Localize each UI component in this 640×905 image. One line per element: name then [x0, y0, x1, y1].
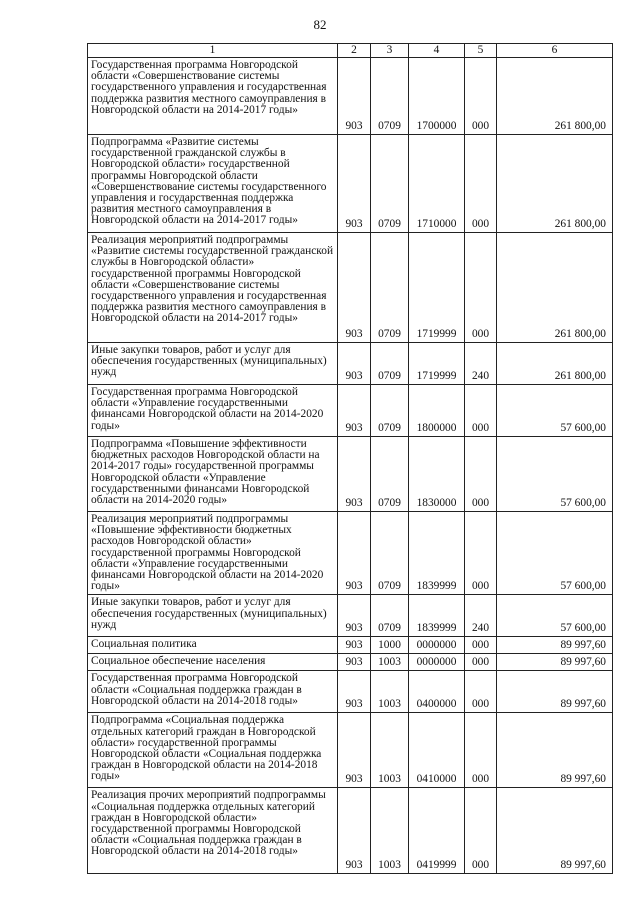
row-type-cell: 240 [465, 343, 497, 385]
row-code-cell: 903 [338, 135, 371, 233]
table-row [88, 637, 613, 654]
col-header-1: 1 [88, 44, 338, 58]
row-target-cell: 0000000 [409, 654, 465, 671]
row-target-cell: 1710000 [409, 135, 465, 233]
table-row [88, 671, 613, 713]
row-type-cell: 000 [465, 512, 497, 595]
row-type-cell: 000 [465, 233, 497, 343]
row-code-cell: 903 [338, 512, 371, 595]
row-name-cell: Государственная программа Новгородской области «Социальная поддержка граждан в Новгородской области на 2014-2018 годы» [88, 671, 338, 713]
budget-table [87, 43, 613, 874]
row-amount-cell: 261 800,00 [497, 343, 613, 385]
row-code-cell: 903 [338, 437, 371, 512]
row-code-cell: 903 [338, 654, 371, 671]
row-section-cell: 0709 [371, 233, 409, 343]
row-amount-cell: 261 800,00 [497, 135, 613, 233]
row-amount-cell: 57 600,00 [497, 512, 613, 595]
row-code-cell: 903 [338, 713, 371, 788]
col-header-3: 3 [371, 44, 409, 58]
row-amount-cell: 57 600,00 [497, 385, 613, 437]
row-code-cell: 903 [338, 343, 371, 385]
row-code-cell: 903 [338, 385, 371, 437]
table-row [88, 437, 613, 512]
row-type-cell: 000 [465, 437, 497, 512]
row-section-cell: 0709 [371, 385, 409, 437]
row-name-cell: Иные закупки товаров, работ и услуг для обеспечения государственных (муниципальных) нужд [88, 343, 338, 385]
row-target-cell: 1700000 [409, 58, 465, 135]
row-target-cell: 1719999 [409, 343, 465, 385]
row-type-cell: 000 [465, 385, 497, 437]
header-row [88, 44, 613, 58]
row-name-cell: Государственная программа Новгородской области «Управление государственными финансами Новгородской области на 2014-2020 годы» [88, 385, 338, 437]
row-name-cell: Реализация мероприятий подпрограммы «Развитие системы государственной гражданской службы в Новгородской области» государственной программы Новгородской области «Совершенствование системы государственного управления и государственная поддержка развития местного самоуправления в Новгородской области на 2014-2017 годы» [88, 233, 338, 343]
row-target-cell: 1719999 [409, 233, 465, 343]
row-amount-cell: 57 600,00 [497, 437, 613, 512]
row-type-cell: 000 [465, 654, 497, 671]
row-code-cell: 903 [338, 671, 371, 713]
row-section-cell: 1000 [371, 637, 409, 654]
row-section-cell: 0709 [371, 437, 409, 512]
row-target-cell: 0419999 [409, 788, 465, 874]
row-amount-cell: 261 800,00 [497, 233, 613, 343]
row-code-cell: 903 [338, 595, 371, 637]
row-name-cell: Государственная программа Новгородской области «Совершенствование системы государственного управления и государственная поддержка развития местного самоуправления в Новгородской области на 2014-2017 годы» [88, 58, 338, 135]
row-type-cell: 000 [465, 788, 497, 874]
row-section-cell: 0709 [371, 512, 409, 595]
row-section-cell: 0709 [371, 595, 409, 637]
row-type-cell: 000 [465, 671, 497, 713]
row-section-cell: 1003 [371, 671, 409, 713]
row-amount-cell: 261 800,00 [497, 58, 613, 135]
row-target-cell: 0000000 [409, 637, 465, 654]
col-header-2: 2 [338, 44, 371, 58]
row-amount-cell: 89 997,60 [497, 637, 613, 654]
row-name-cell: Социальная политика [88, 637, 338, 654]
row-amount-cell: 89 997,60 [497, 654, 613, 671]
row-section-cell: 0709 [371, 135, 409, 233]
row-code-cell: 903 [338, 788, 371, 874]
row-target-cell: 0410000 [409, 713, 465, 788]
row-target-cell: 0400000 [409, 671, 465, 713]
row-section-cell: 0709 [371, 343, 409, 385]
table-row [88, 788, 613, 874]
row-section-cell: 1003 [371, 713, 409, 788]
page-number: 82 [313, 17, 327, 32]
row-amount-cell: 57 600,00 [497, 595, 613, 637]
table-row [88, 58, 613, 135]
row-amount-cell: 89 997,60 [497, 713, 613, 788]
row-section-cell: 1003 [371, 654, 409, 671]
row-target-cell: 1839999 [409, 512, 465, 595]
row-code-cell: 903 [338, 58, 371, 135]
table-row [88, 713, 613, 788]
row-type-cell: 000 [465, 135, 497, 233]
row-target-cell: 1839999 [409, 595, 465, 637]
table-row [88, 385, 613, 437]
row-type-cell: 000 [465, 713, 497, 788]
row-name-cell: Реализация мероприятий подпрограммы «Повышение эффективности бюджетных расходов Новгородской области» государственной программы Новгородской области «Управление государственными финансами Новгородской области на 2014-2020 годы» [88, 512, 338, 595]
row-code-cell: 903 [338, 233, 371, 343]
row-target-cell: 1800000 [409, 385, 465, 437]
row-type-cell: 000 [465, 637, 497, 654]
row-amount-cell: 89 997,60 [497, 671, 613, 713]
row-name-cell: Иные закупки товаров, работ и услуг для обеспечения государственных (муниципальных) нужд [88, 595, 338, 637]
row-name-cell: Реализация прочих мероприятий подпрограммы «Социальная поддержка отдельных категорий граждан в Новгородской области» государственной программы Новгородской области «Социальная поддержка граждан в Новгородской области на 2014-2018 годы» [88, 788, 338, 874]
col-header-4: 4 [409, 44, 465, 58]
row-name-cell: Подпрограмма «Развитие системы государственной гражданской службы в Новгородской области» государственной программы Новгородской области «Совершенствование системы государственного управления и государственная поддержка развития местного самоуправления в Новгородской области на 2014-2017 годы» [88, 135, 338, 233]
row-amount-cell: 89 997,60 [497, 788, 613, 874]
row-type-cell: 000 [465, 58, 497, 135]
col-header-5: 5 [465, 44, 497, 58]
row-code-cell: 903 [338, 637, 371, 654]
table-row [88, 654, 613, 671]
row-type-cell: 240 [465, 595, 497, 637]
table-row [88, 135, 613, 233]
row-section-cell: 0709 [371, 58, 409, 135]
table-row [88, 595, 613, 637]
row-name-cell: Социальное обеспечение населения [88, 654, 338, 671]
row-name-cell: Подпрограмма «Повышение эффективности бюджетных расходов Новгородской области на 2014-2017 годы» государственной программы Новгородской области «Управление государственными финансами Новгородской области на 2014-2020 годы» [88, 437, 338, 512]
table-row [88, 343, 613, 385]
row-section-cell: 1003 [371, 788, 409, 874]
row-name-cell: Подпрограмма «Социальная поддержка отдельных категорий граждан в Новгородской области» государственной программы Новгородской области «Социальная поддержка граждан в Новгородской области на 2014-2018 годы» [88, 713, 338, 788]
table-row [88, 233, 613, 343]
table-row [88, 512, 613, 595]
row-target-cell: 1830000 [409, 437, 465, 512]
col-header-6: 6 [497, 44, 613, 58]
